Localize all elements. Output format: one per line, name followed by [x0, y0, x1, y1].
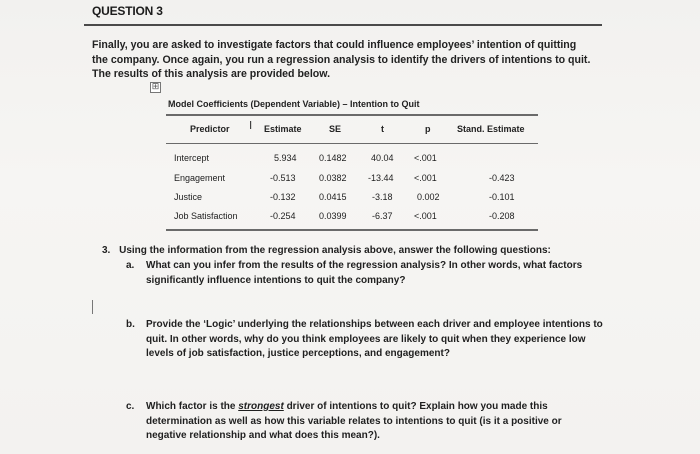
header-se: SE [329, 124, 342, 134]
header-stand-estimate: Stand. Estimate [457, 124, 525, 134]
cell-p: <.001 [414, 153, 437, 163]
cell-se: 0.0415 [319, 192, 347, 202]
cell-predictor: Intercept [174, 153, 210, 163]
cell-predictor: Engagement [174, 173, 226, 183]
cell-std: -0.208 [489, 211, 515, 221]
cell-estimate: -0.132 [270, 192, 296, 202]
header-p: p [425, 124, 431, 134]
cell-se: 0.1482 [319, 153, 347, 163]
cell-predictor: Job Satisfaction [174, 211, 238, 221]
cell-t: -6.37 [372, 211, 393, 221]
cell-predictor: Justice [174, 192, 203, 202]
cell-estimate: -0.513 [270, 173, 296, 183]
cell-estimate: 5.934 [274, 153, 297, 163]
question-3a-text: What can you infer from the results of the regression analysis? In other words, what factors significantly influence intentions to quit the company? [146, 260, 583, 286]
question-3c-text-after: driver of intentions to quit? Explain how you made this determination as well as how this variable relates to intentions to quit (is it a positive or negative relationship and what does this mean?). [146, 401, 562, 441]
intro-paragraph: Finally, you are asked to investigate factors that could influence employees’ intention of quitting the company. Once again, you run a regression analysis to identify the drivers of intentions to quit. The results of this analysis are provided below. [92, 39, 591, 80]
question-title: QUESTION 3 [92, 4, 163, 18]
cell-p: 0.002 [417, 192, 440, 202]
cell-std: -0.101 [489, 192, 515, 202]
cell-p: <.001 [414, 211, 437, 221]
cell-se: 0.0399 [319, 211, 347, 221]
header-predictor: Predictor [190, 124, 230, 134]
text-cursor-icon: I [249, 119, 253, 132]
question-3c-letter: c. [126, 401, 135, 412]
cell-estimate: -0.254 [270, 211, 296, 221]
cell-se: 0.0382 [319, 173, 347, 183]
cell-std: -0.423 [489, 173, 515, 183]
cell-t: -3.18 [372, 192, 393, 202]
expand-icon[interactable]: ⊞ [151, 82, 160, 92]
header-estimate: Estimate [264, 124, 302, 134]
table-rule-bottom [166, 229, 538, 231]
question-3c-emphasis: strongest [238, 401, 284, 412]
table-caption: Model Coefficients (Dependent Variable) – Intention to Quit [168, 99, 420, 109]
question-3-number: 3. [102, 245, 111, 256]
question-3-text: Using the information from the regression analysis above, answer the following questions: [119, 245, 551, 256]
title-divider [84, 24, 602, 26]
question-3a [126, 259, 596, 291]
question-3a-letter: a. [126, 260, 135, 271]
cell-p: <.001 [414, 173, 437, 183]
cell-t: 40.04 [371, 153, 394, 163]
table-rule-top [166, 114, 538, 116]
question-3b-text: Provide the ‘Logic’ underlying the relationships between each driver and employee intentions to quit. In other words, why do you think employees are likely to quit when they experience low levels of job satisfaction, justice perceptions, and engagement? [146, 319, 603, 359]
question-3c-text [146, 400, 594, 444]
question-3b [126, 318, 606, 364]
margin-mark [92, 300, 93, 314]
question-3b-letter: b. [126, 319, 135, 330]
question-3c-text-before: Which factor is the [146, 401, 239, 412]
question-3-stem [102, 244, 602, 258]
header-t: t [381, 124, 384, 134]
cell-t: -13.44 [368, 173, 394, 183]
question-3c [126, 400, 596, 446]
table-rule-header [166, 143, 538, 144]
